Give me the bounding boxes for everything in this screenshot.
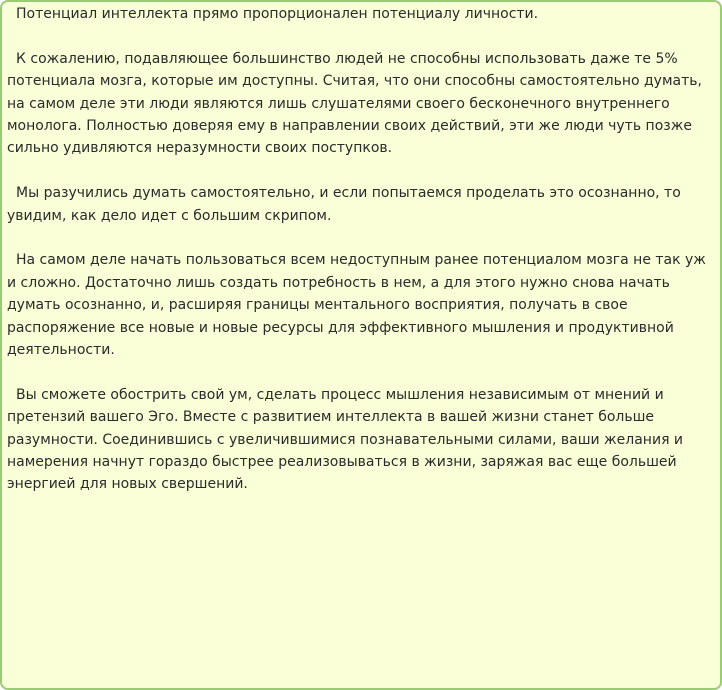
paragraph-results: Вы сможете обострить свой ум, сделать процесс мышления независимым от мнений и претензий вашего Эго. Вместе с развитием интеллекта в вашей жизни станет больше разумности. Соединившись с увеличившимися познавательными силами, ваши желания и намерения начнут гораздо быстрее реализовываться в жизни, заряжая вас еще большей энергией для новых свершений. xyxy=(7,386,688,493)
paragraph-brain-potential: К сожалению, подавляющее большинство людей не способны использовать даже те 5% потенциала мозга, которые им доступны. Считая, что они способны самостоятельно думать, на самом деле эти люди являются лишь слушателями своего бесконечного внутреннего монолога. Полностью доверяя ему в направлении своих действий, эти же люди чуть позже сильно удивляются неразумности своих поступков. xyxy=(7,50,707,157)
paragraph-how-to-start: На самом деле начать пользоваться всем недоступным ранее потенциалом мозга не так уж и сложно. Достаточно лишь создать потребность в нем, а для этого нужно снова начать думать осознанно, и, расширяя границы ментального восприятия, получать в свое распоряжение все новые и новые ресурсы для эффективного мышления и продуктивной деятельности. xyxy=(7,252,711,359)
paragraph-intro: Потенциал интеллекта прямо пропорционален потенциалу личности. xyxy=(16,6,539,22)
article-body xyxy=(2,2,720,496)
paragraph-thinking: Мы разучились думать самостоятельно, и если попытаемся проделать это осознанно, то увидим, как дело идет с большим скрипом. xyxy=(7,185,686,224)
